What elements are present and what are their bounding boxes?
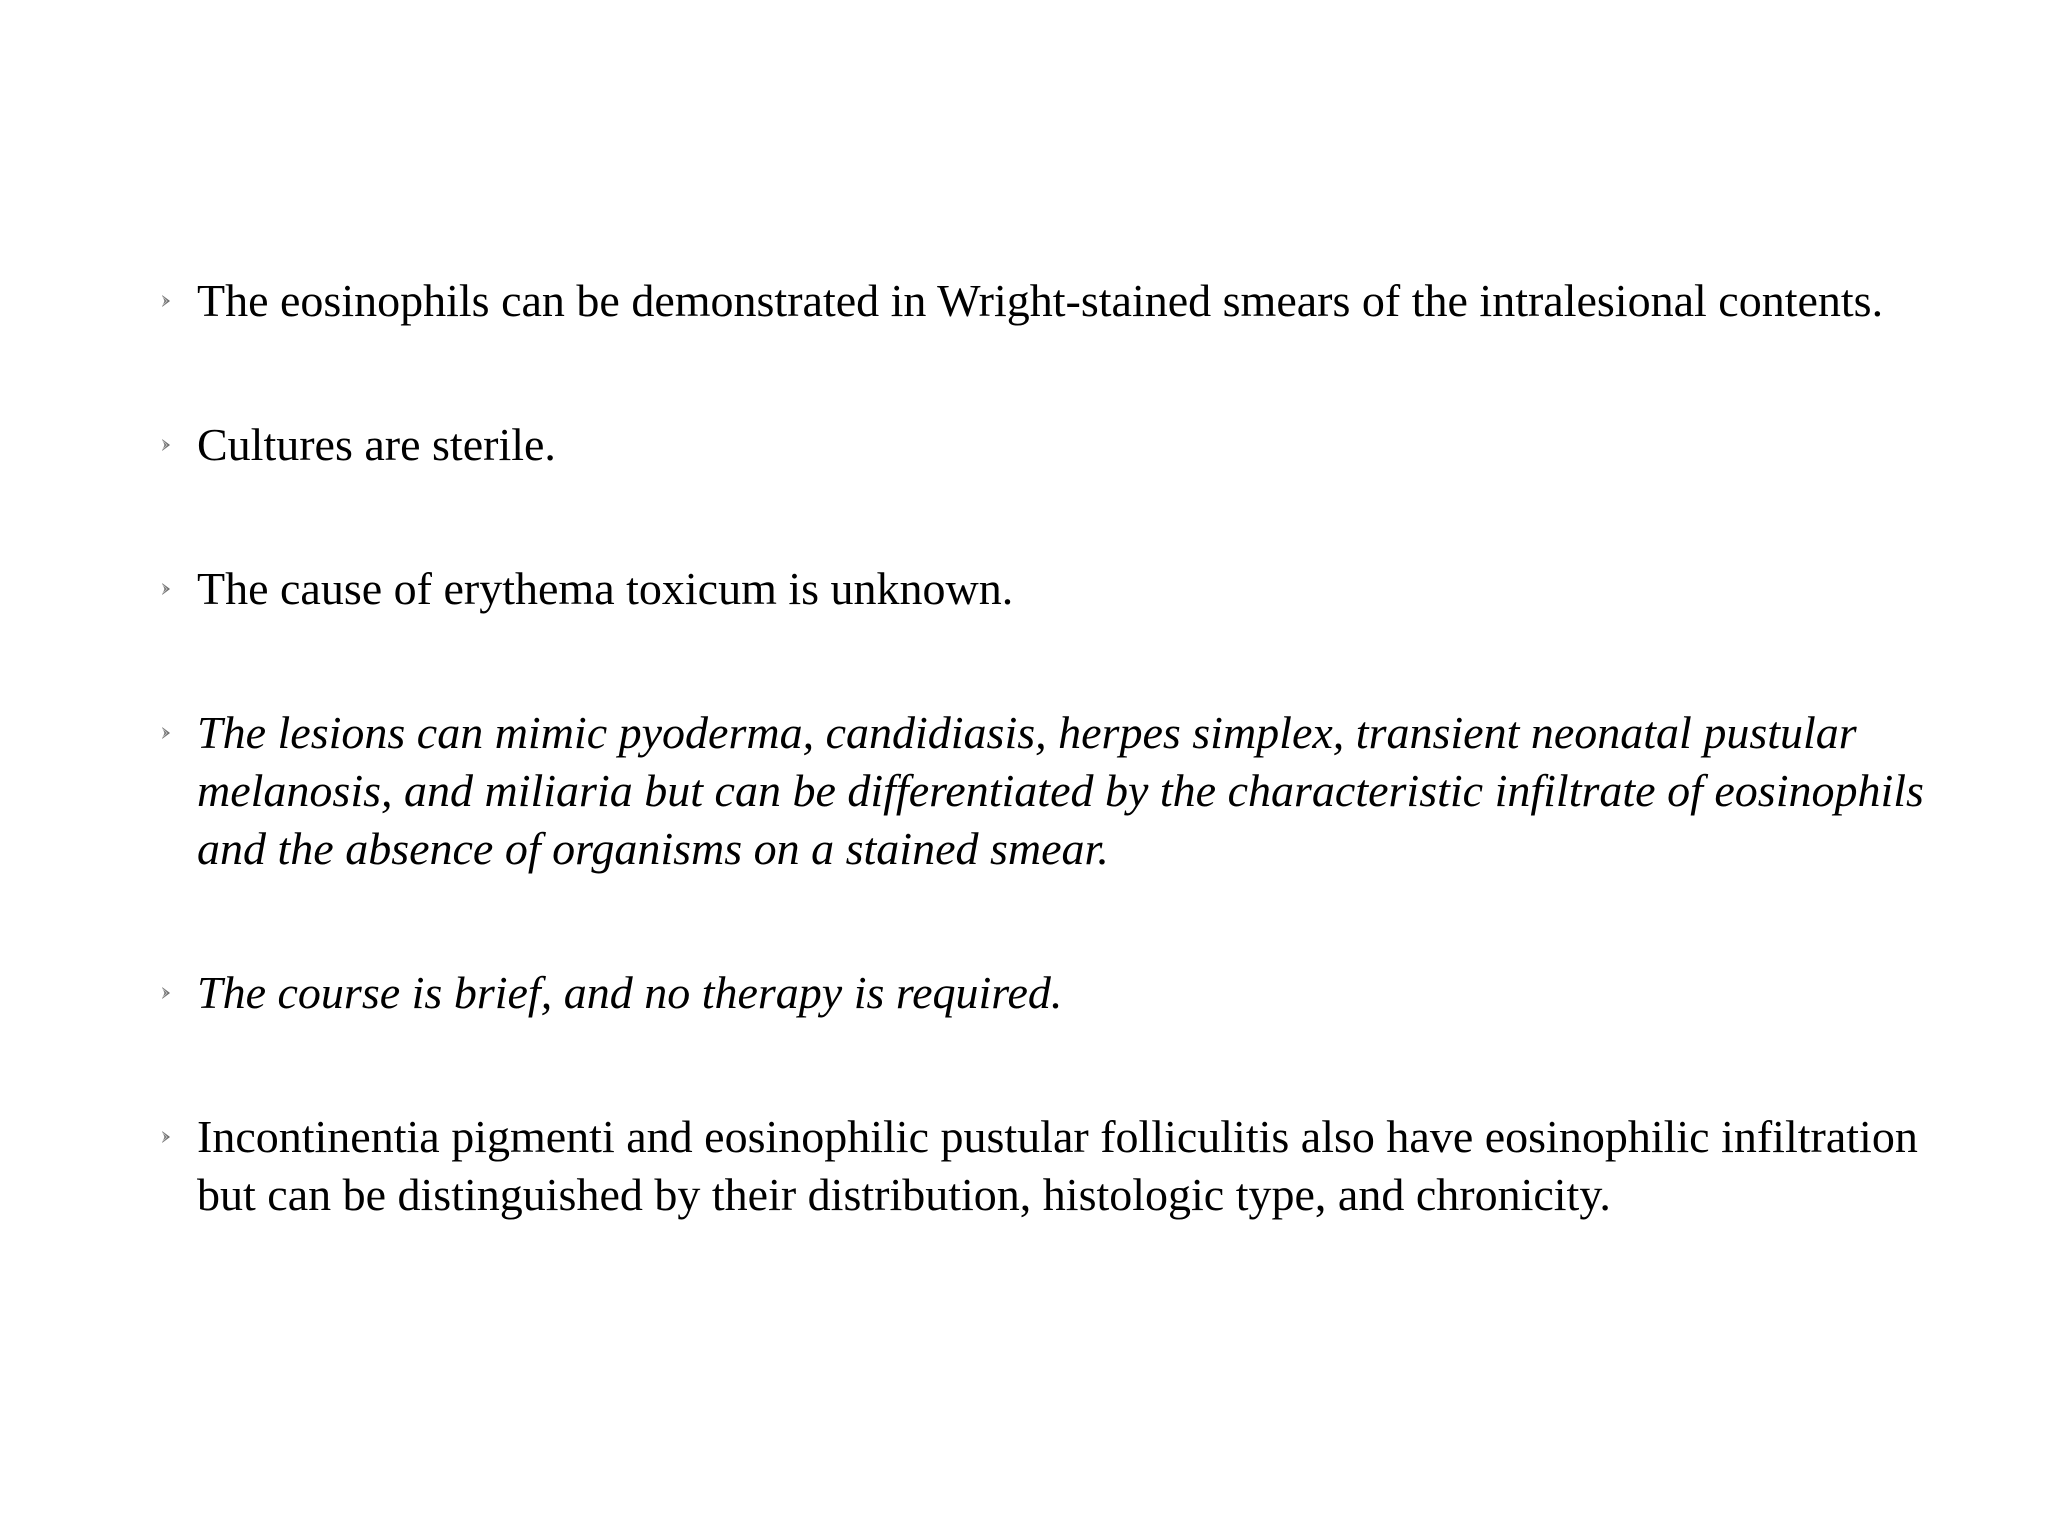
- bullet-arrow-icon: [161, 294, 171, 308]
- bullet-text: The lesions can mimic pyoderma, candidiasis, herpes simplex, transient neonatal pustular melanosis, and miliaria but can be differentiated by the characteristic infiltrate of eosinophils and the absence of organisms on a stained smear.: [197, 707, 1924, 874]
- bullet-item: [155, 272, 1935, 330]
- bullet-arrow-icon: [161, 986, 171, 1000]
- bullet-text: The cause of erythema toxicum is unknown.: [197, 563, 1014, 614]
- bullet-item: [155, 416, 1935, 474]
- bullet-item: [155, 704, 1935, 878]
- bullet-item: [155, 1108, 1935, 1224]
- bullet-text: Cultures are sterile.: [197, 419, 556, 470]
- bullet-arrow-icon: [161, 726, 171, 740]
- bullet-text: The course is brief, and no therapy is required.: [197, 967, 1063, 1018]
- bullet-text: Incontinentia pigmenti and eosinophilic pustular folliculitis also have eosinophilic infiltration but can be distinguished by their distribution, histologic type, and chronicity.: [197, 1111, 1918, 1220]
- bullet-text: The eosinophils can be demonstrated in Wright-stained smears of the intralesional contents.: [197, 275, 1884, 326]
- bullet-arrow-icon: [161, 582, 171, 596]
- bullet-item: [155, 560, 1935, 618]
- bullet-list: [155, 272, 1935, 1310]
- bullet-arrow-icon: [161, 1130, 171, 1144]
- bullet-item: [155, 964, 1935, 1022]
- bullet-arrow-icon: [161, 438, 171, 452]
